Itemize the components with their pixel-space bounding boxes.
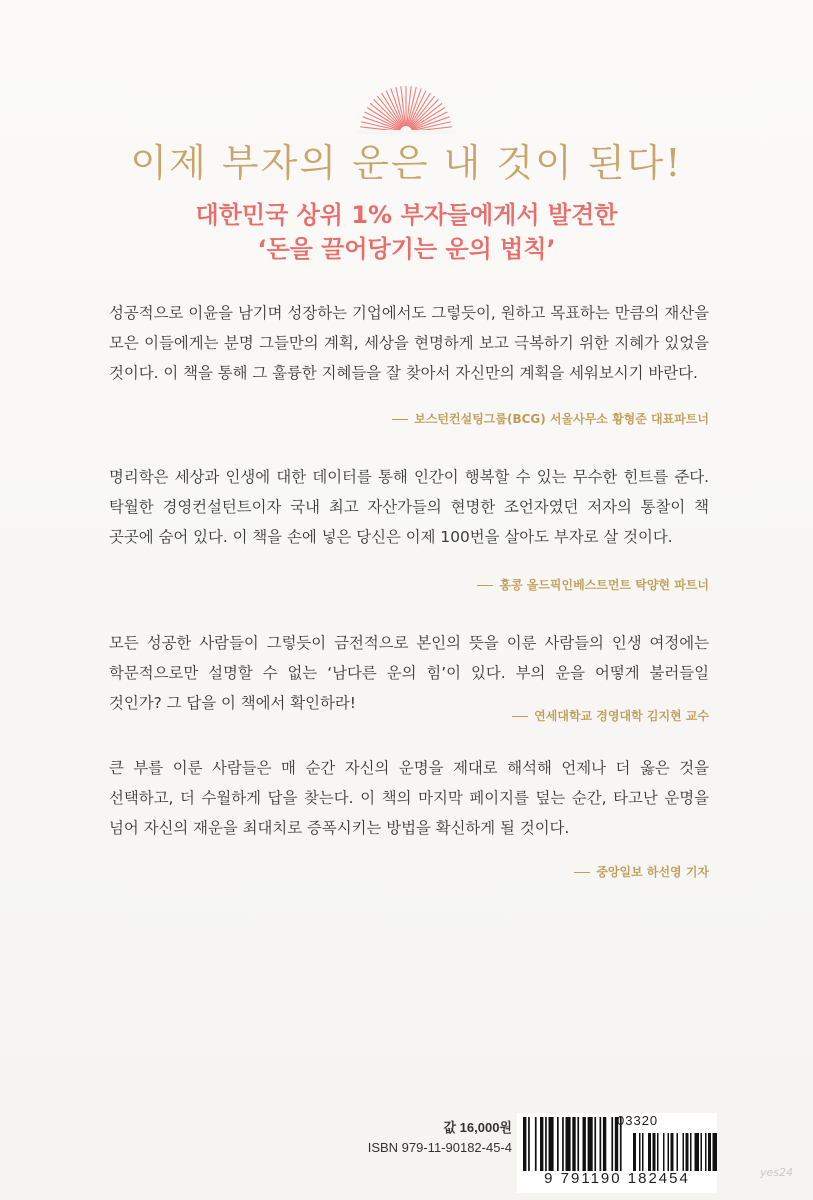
blurb-2 [109,462,709,592]
blurb-1 [109,298,709,426]
blurb-text: 성공적으로 이윤을 남기며 성장하는 기업에서도 그렇듯이, 원하고 목표하는 만큼의 재산을 모은 이들에게는 분명 그들만의 계획, 세상을 현명하게 보고 극복하기 위한 지혜가 있었을 것이다. 이 책을 통해 그 훌륭한 지혜들을 잘 찾아서 자신만의 계획을 세워보시기 바란다. [109,304,709,382]
barcode-ean-number: 9 791190 182454 [544,1170,690,1187]
blurb-credit [392,410,709,427]
barcode-addon-bar [668,1133,670,1171]
barcode-bar [588,1117,593,1171]
barcode-addon-bar [677,1133,679,1171]
barcode-addon-bar [648,1133,651,1171]
barcode-bar [594,1117,596,1171]
barcode-bar [528,1117,530,1171]
watermark-logo: yes24 [760,1166,794,1179]
barcode-addon-bar [657,1133,659,1171]
headline: 이제 부자의 운은 내 것이 된다! [130,141,683,185]
blurb-credit [574,863,709,880]
barcode-addon-bar [708,1133,711,1171]
price: 값 16,000원 [443,1120,512,1135]
blurb-text: 큰 부를 이룬 사람들은 매 순간 자신의 운명을 제대로 해석해 언제나 더 옳은 것을 선택하고, 더 수월하게 답을 찾는다. 이 책의 마지막 페이지를 덮는 순간, 타고난 운명을 넘어 자신의 재운을 최대치로 증폭시키는 방법을 확신하게 될 것이다. [109,759,709,837]
barcode-bar [562,1117,564,1171]
barcode-bar [583,1117,586,1171]
barcode-bar [545,1117,547,1171]
barcode-addon-bar [653,1133,656,1171]
blurb-text: 모든 성공한 사람들이 그렇듯이 금전적으로 본인의 뜻을 이룬 사람들의 인생 여정에는 학문적으로만 설명할 수 없는 ‘남다른 운의 힘’이 있다. 부의 운을 어떻게 불러들일 것인가? 그 답을 이 책에서 확인하라! [109,634,709,712]
barcode-addon-bar [671,1133,674,1171]
barcode-bar [603,1117,606,1171]
blurb-text: 명리학은 세상과 인생에 대한 데이터를 통해 인간이 행복할 수 있는 무수한 힌트를 준다. 탁월한 경영컨설턴트이자 국내 최고 자산가들의 현명한 조언자였던 저자의 통찰이 책 곳곳에 숨어 있다. 이 책을 손에 넣은 당신은 이제 100번을 살아도 부자로 살 것이다. [109,468,709,546]
barcode-addon-bar [695,1133,700,1171]
barcode-addon-bar [633,1133,636,1171]
barcode-bar [523,1117,526,1171]
barcode-bar [566,1117,571,1171]
sunburst-icon [356,82,456,134]
barcode-bar [600,1117,602,1171]
subtitle-line-1: 대한민국 상위 1% 부자들에게서 발견한 [195,201,618,229]
credit-text: 연세대학교 경영대학 김지현 교수 [534,709,709,723]
barcode-addon-bar [642,1133,644,1171]
barcode-bar [557,1117,559,1171]
credit-text: 중앙일보 하선영 기자 [596,865,709,879]
barcode-addon-bar [701,1133,703,1171]
subtitle-line-2: ‘돈을 끌어당기는 운의 법칙’ [257,235,556,263]
barcode-bar [577,1117,579,1171]
barcode-addon-bar [683,1133,685,1171]
blurb-credit [512,707,709,724]
isbn: ISBN 979-11-90182-45-4 [367,1140,512,1155]
barcode-bar [611,1117,613,1171]
barcode-addon-number: 03320 [617,1113,659,1128]
barcode-addon-bar [705,1133,707,1171]
blurb-4 [109,753,709,879]
blurb-3 [109,628,709,723]
credit-text: 보스턴컨설팅그룹(BCG) 서울사무소 황형준 대표파트너 [414,412,709,426]
barcode-bar [572,1117,575,1171]
credit-text: 홍콩 올드픽인베스트먼트 탁양현 파트너 [499,578,709,592]
barcode-bar [535,1117,537,1171]
barcode-addon-bar [686,1133,689,1171]
blurb-credit [477,576,709,593]
barcode-addon-bar [713,1133,718,1171]
barcode-addon-bar [639,1133,641,1171]
barcode-addon-bar [690,1133,692,1171]
barcode-bar [549,1117,554,1171]
barcode-addon-bar [663,1133,665,1171]
barcode-bar [540,1117,543,1171]
